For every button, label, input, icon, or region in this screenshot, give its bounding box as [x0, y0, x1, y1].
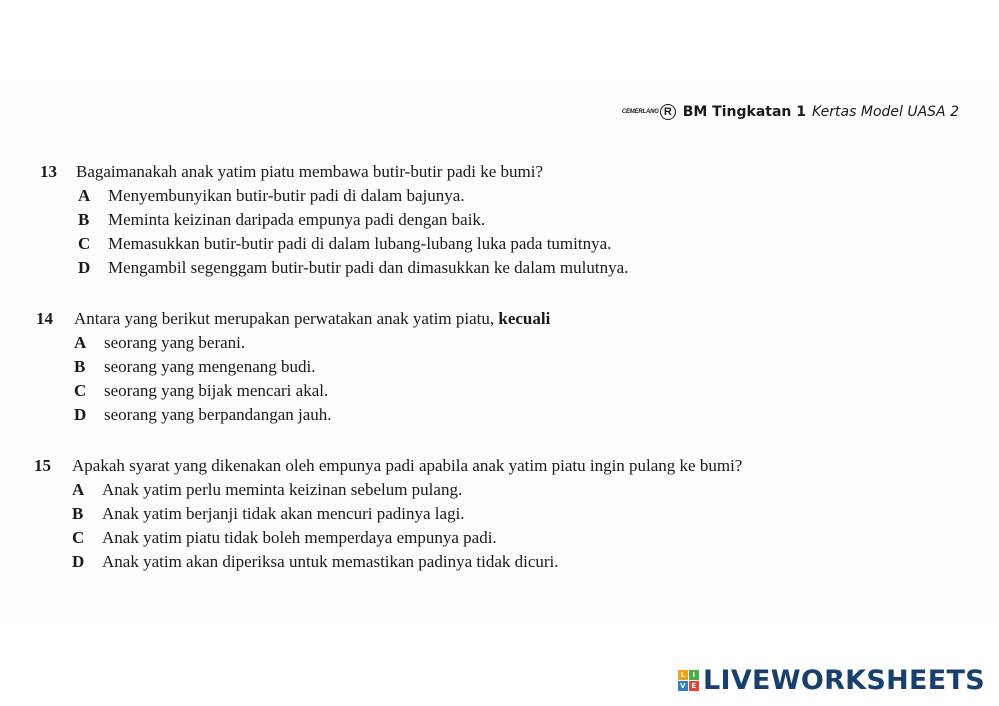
question-15: [34, 454, 742, 574]
option-a[interactable]: A Anak yatim perlu meminta keizinan sebelum pulang.: [72, 480, 463, 499]
watermark-text: LIVEWORKSHEETS: [702, 665, 985, 696]
question-13: [40, 160, 628, 280]
option-a[interactable]: A seorang yang berani.: [74, 333, 246, 352]
option-b[interactable]: B seorang yang mengenang budi.: [74, 357, 316, 376]
option-d[interactable]: D seorang yang berpandangan jauh.: [74, 405, 332, 424]
option-c[interactable]: C Memasukkan butir-butir padi di dalam lubang-lubang luka pada tumitnya.: [78, 234, 612, 253]
top-margin: [0, 0, 999, 80]
question-stem-emphasis: kecuali: [498, 309, 551, 328]
logo-cell-e: E: [689, 681, 699, 691]
question-stem: Apakah syarat yang dikenakan oleh empunya padi apabila anak yatim piatu ingin pulang ke bumi?: [72, 456, 743, 475]
publisher-logo: [622, 104, 677, 120]
option-d[interactable]: D Anak yatim akan diperiksa untuk memastikan padinya tidak dicuri.: [72, 552, 559, 571]
page-header: [622, 104, 959, 120]
logo-cell-l: L: [678, 670, 688, 680]
liveworksheets-logo-icon: [678, 670, 699, 691]
option-d[interactable]: D Mengambil segenggam butir-butir padi dan dimasukkan ke dalam mulutnya.: [78, 258, 629, 277]
question-14: [36, 307, 550, 427]
option-b[interactable]: B Anak yatim berjanji tidak akan mencuri padinya lagi.: [72, 504, 465, 523]
question-stem: Bagaimanakah anak yatim piatu membawa butir-butir padi ke bumi?: [76, 162, 544, 181]
logo-cell-v: V: [678, 681, 688, 691]
liveworksheets-watermark: [678, 665, 985, 696]
option-b[interactable]: B Meminta keizinan daripada empunya padi dengan baik.: [78, 210, 486, 229]
question-number: 13: [40, 162, 57, 181]
option-c[interactable]: C seorang yang bijak mencari akal.: [74, 381, 329, 400]
question-number: 15: [34, 456, 51, 475]
question-stem: Antara yang berikut merupakan perwatakan anak yatim piatu, kecuali: [74, 309, 551, 328]
header-subtitle: Kertas Model UASA 2: [812, 104, 959, 120]
logo-mark: R: [660, 104, 676, 120]
option-a[interactable]: A Menyembunyikan butir-butir padi di dalam bajunya.: [78, 186, 465, 205]
logo-cell-i: I: [689, 670, 699, 680]
option-c[interactable]: C Anak yatim piatu tidak boleh memperdaya empunya padi.: [72, 528, 497, 547]
header-title: BM Tingkatan 1: [682, 104, 806, 120]
logo-text: CEMERLANG: [621, 109, 659, 115]
question-number: 14: [36, 309, 53, 328]
